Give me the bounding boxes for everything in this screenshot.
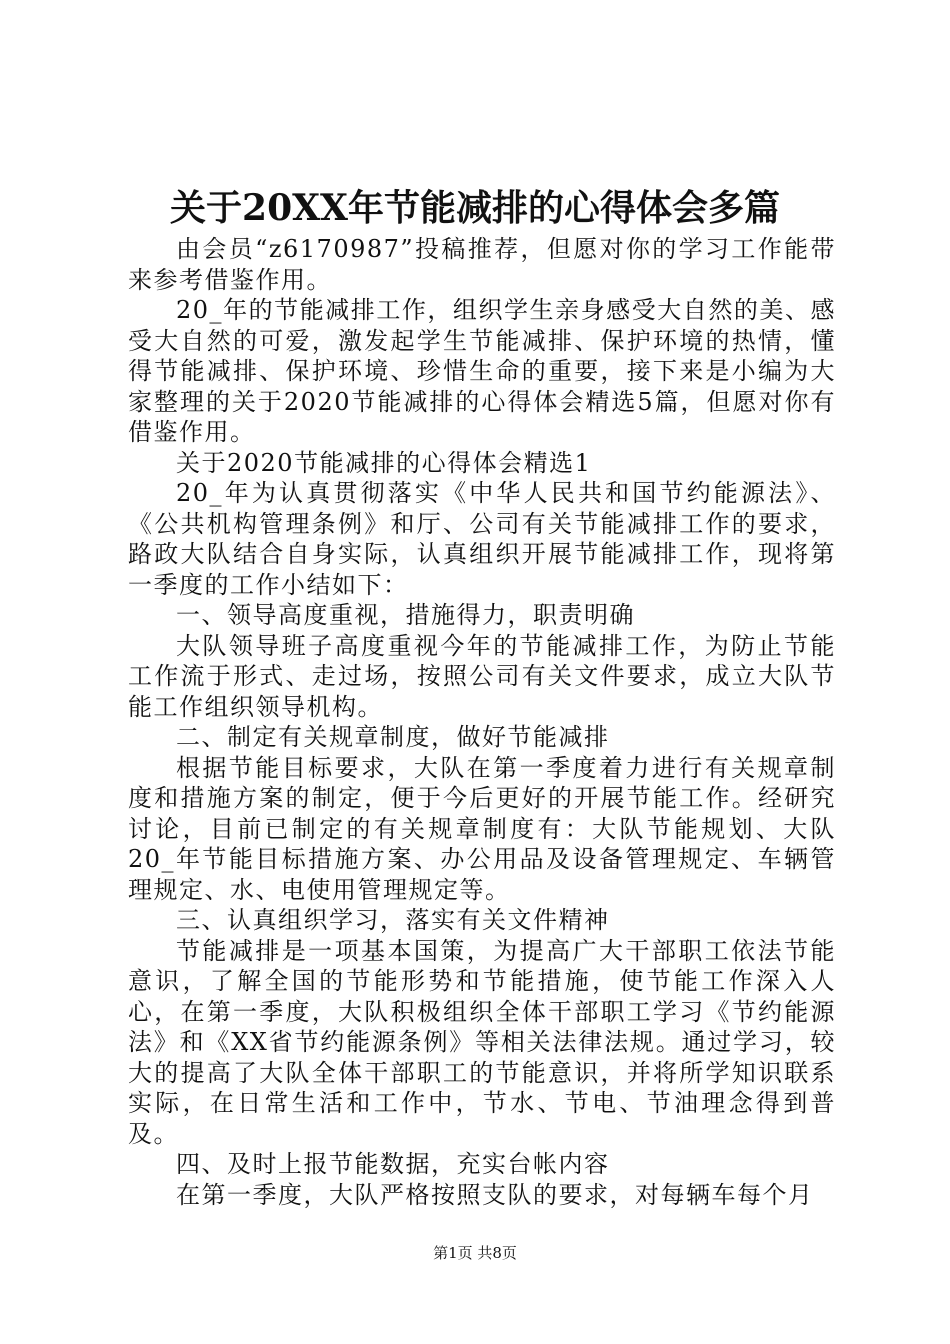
subheading: 一、领导高度重视，措施得力，职责明确 — [176, 601, 635, 629]
subheading: 二、制定有关规章制度，做好节能减排 — [176, 723, 610, 751]
subheading: 三、认真组织学习，落实有关文件精神 — [176, 906, 610, 934]
document-body — [128, 234, 836, 1210]
section-heading: 关于2020节能减排的心得体会精选1 — [176, 448, 592, 477]
paragraph-intro: 由会员“z6170987”投稿推荐，但愿对你的学习工作能带来参考借鉴作用。 — [128, 235, 836, 294]
paragraph: 节能减排是一项基本国策，为提高广大干部职工依法节能意识，了解全国的节能形势和节能措施，使节能工作深入人心，在第一季度，大队积极组织全体干部职工学习《节约能源法》和《XX省节约能源条例》等相关法律法规。通过学习，较大的提高了大队全体干部职工的节能意识，并将所学知识联系实际，在日常生活和工作中，节水、节电、节油理念得到普及。 — [128, 936, 836, 1148]
paragraph: 20_年为认真贯彻落实《中华人民共和国节约能源法》、《公共机构管理条例》和厅、公司有关节能减排工作的要求，路政大队结合自身实际，认真组织开展节能减排工作，现将第一季度的工作小结如下： — [128, 479, 836, 599]
subheading: 四、及时上报节能数据，充实台帐内容 — [176, 1150, 610, 1178]
paragraph: 在第一季度，大队严格按照支队的要求，对每辆车每个月 — [176, 1180, 814, 1209]
paragraph: 大队领导班子高度重视今年的节能减排工作，为防止节能工作流于形式、走过场，按照公司有关文件要求，成立大队节能工作组织领导机构。 — [128, 631, 836, 721]
page-footer — [0, 1243, 950, 1263]
document-title: 关于20XX年节能减排的心得体会多篇 — [170, 187, 780, 229]
paragraph: 根据节能目标要求，大队在第一季度着力进行有关规章制度和措施方案的制定，便于今后更好的开展节能工作。经研究讨论，目前已制定的有关规章制度有：大队节能规划、大队20_年节能目标措施方案、办公用品及设备管理规定、车辆管理规定、水、电使用管理规定等。 — [128, 753, 836, 904]
page-number: 第1页 共8页 — [433, 1244, 517, 1262]
paragraph-summary: 20_年的节能减排工作，组织学生亲身感受大自然的美、感受大自然的可爱，激发起学生节能减排、保护环境的热情，懂得节能减排、保护环境、珍惜生命的重要，接下来是小编为大家整理的关于2020节能减排的心得体会精选5篇，但愿对你有借鉴作用。 — [128, 296, 836, 446]
